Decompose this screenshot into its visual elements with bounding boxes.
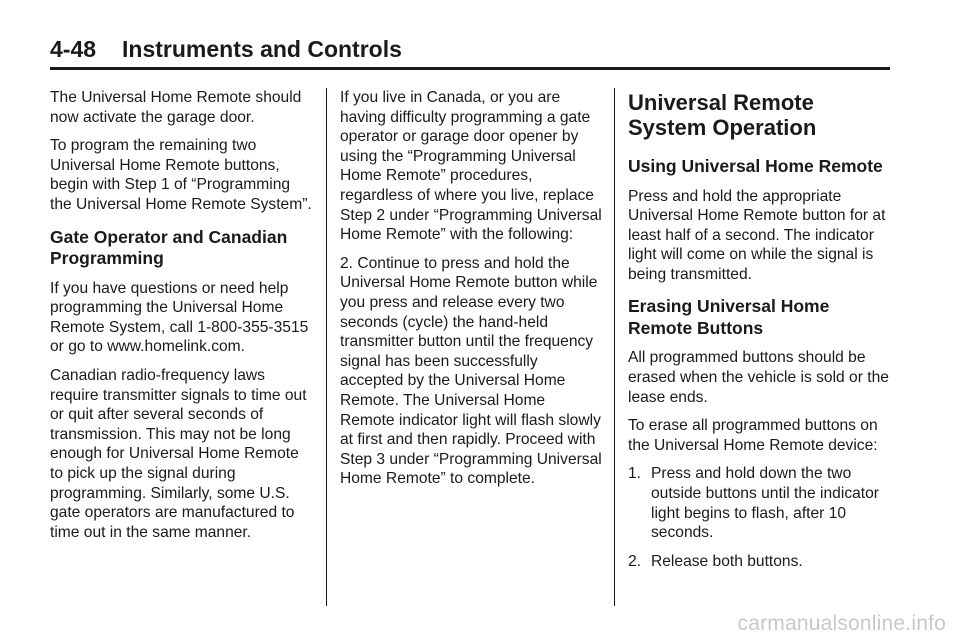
page-header: [50, 36, 890, 63]
paragraph: The Universal Home Remote should now activate the garage door.: [50, 89, 302, 126]
paragraph: All programmed buttons should be erased when the vehicle is sold or the lease ends.: [628, 349, 889, 406]
step-text: Release both buttons.: [651, 552, 803, 570]
paragraph: Press and hold the appropriate Universal Home Remote button for at least half of a second. The indicator light will come on while the signal is being transmitted.: [628, 187, 886, 283]
paragraph: If you live in Canada, or you are having difficulty programming a gate operator or garage door opener by using the “Programming Universal Home Remote” procedures, regardless of where you live, replace Step 2 under “Programming Universal Home Remote” with the following:: [340, 89, 602, 244]
list-item: [628, 464, 896, 542]
list-item: [628, 552, 896, 572]
column-divider: [326, 88, 327, 606]
column-divider: [614, 88, 615, 606]
column-3: [628, 88, 896, 580]
heading-using-remote: Using Universal Home Remote: [628, 156, 883, 176]
step-text: Press and hold down the two outside buttons until the indicator light begins to flash, after 10 seconds.: [651, 465, 879, 542]
paragraph: If you have questions or need help programming the Universal Home Remote System, call 1-800-355-3515 or go to www.homelink.com.: [50, 279, 309, 356]
page-number: 4-48: [50, 36, 97, 62]
column-1: [50, 88, 312, 551]
watermark: carmanualsonline.info: [737, 612, 946, 635]
erase-steps-list: [628, 464, 896, 571]
heading-erasing-buttons: Erasing Universal Home Remote Buttons: [628, 296, 830, 338]
heading-gate-operator: Gate Operator and Canadian Programming: [50, 226, 288, 269]
header-rule: [50, 67, 890, 70]
section-title: Instruments and Controls: [122, 36, 402, 62]
paragraph: To program the remaining two Universal Home Remote buttons, begin with Step 1 of “Programming the Universal Home Remote System”.: [50, 137, 312, 213]
paragraph: To erase all programmed buttons on the Universal Home Remote device:: [628, 417, 878, 454]
column-2: [340, 88, 602, 498]
step-number: 1.: [628, 465, 642, 483]
paragraph: 2. Continue to press and hold the Universal Home Remote button while you press and release every two seconds (cycle) the hand-held transmitter button until the frequency signal has been successfully accepted by the Universal Home Remote. The Universal Home Remote indicator light will flash slowly at first and then rapidly. Proceed with Step 3 under “Programming Universal Home Remote” to complete.: [340, 254, 602, 488]
step-number: 2.: [628, 552, 642, 570]
heading-remote-system-operation: Universal Remote System Operation: [628, 90, 817, 140]
paragraph: Canadian radio-frequency laws require transmitter signals to time out or quit after several seconds of transmission. This may not be long enough for Universal Home Remote to pick up the signal during programming. Similarly, some U.S. gate operators are manufactured to time out in the same manner.: [50, 366, 307, 541]
